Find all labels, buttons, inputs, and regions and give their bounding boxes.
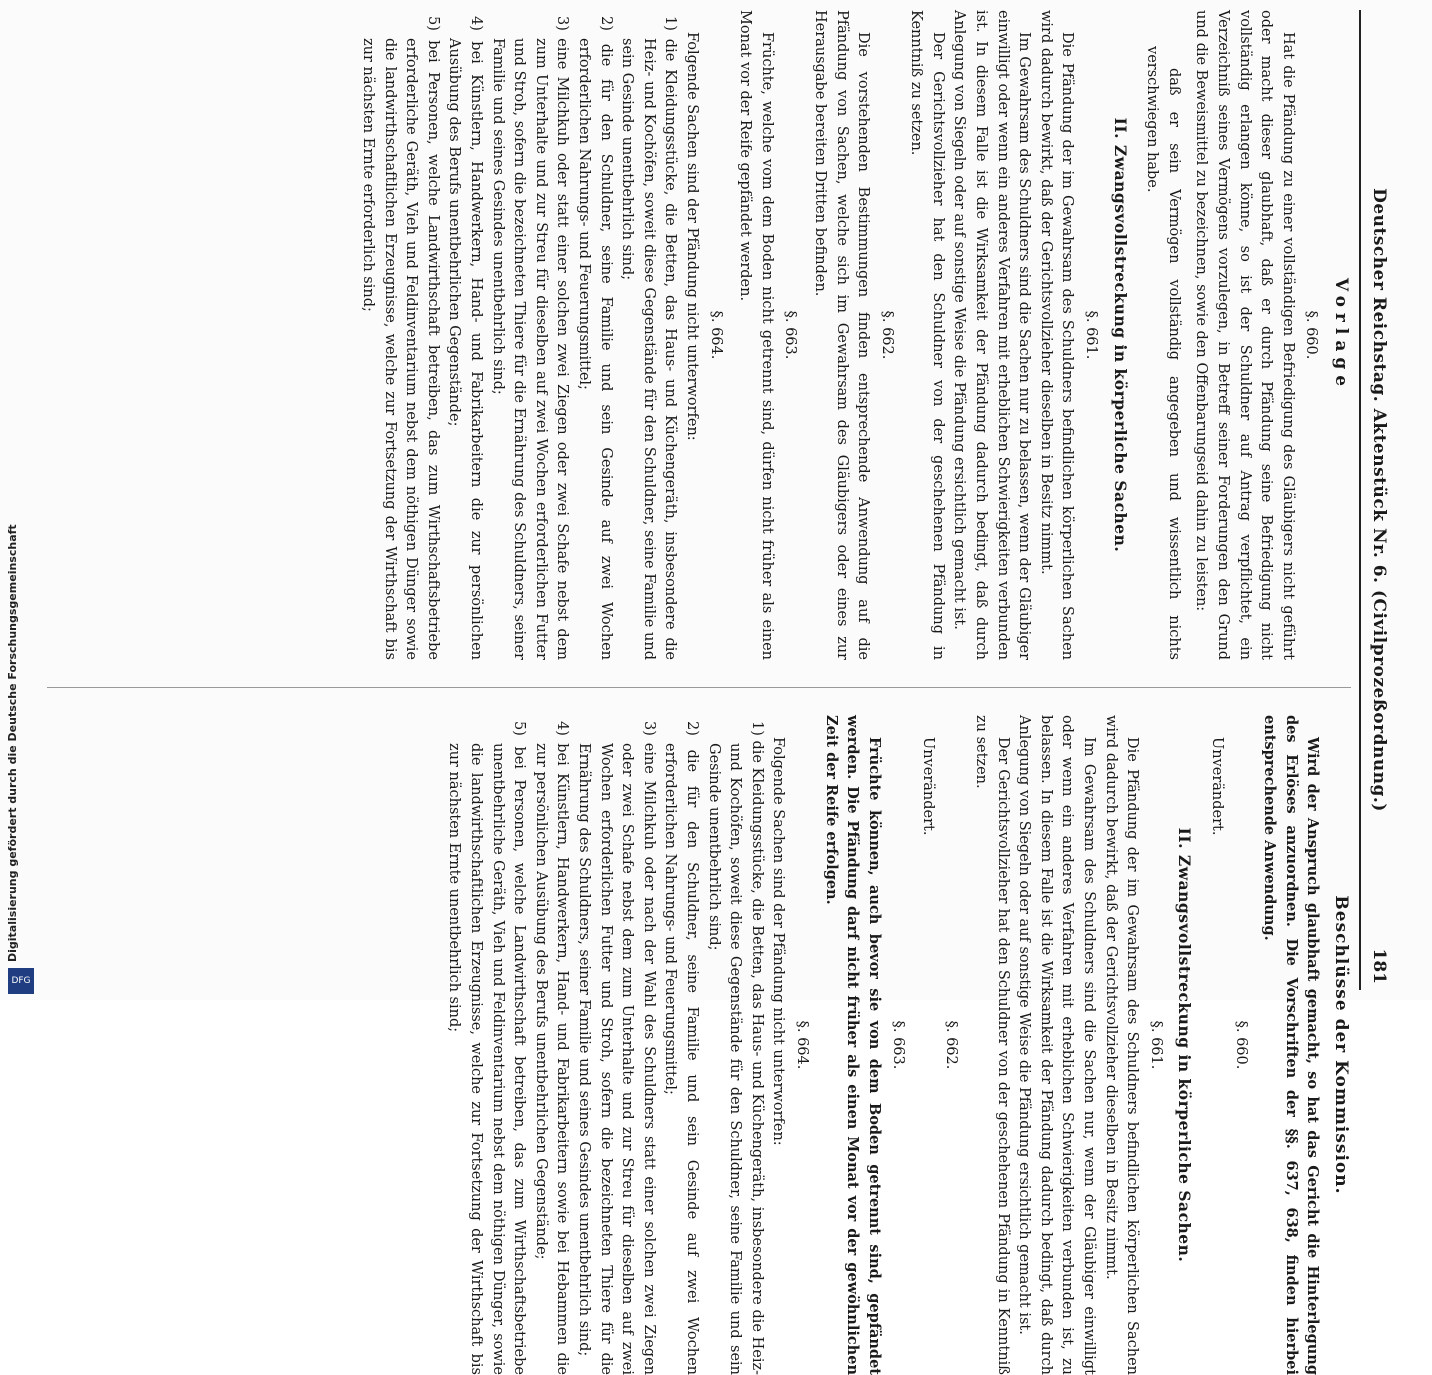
paragraph-number: §. 661. [1083,310,1100,360]
paragraph-text: Folgende Sachen sind der Pfändung nicht unterworfen: [770,737,787,1146]
paragraph-text: Früchte, welche vom dem Boden nicht getrennt sind, dürfen nicht früher als einen Monat vor der Reife gepfändet werden. [737,10,775,660]
paragraph-text: Im Gewahrsam des Schuldners sind die Sachen nur, wenn der Gläubiger einwilligt oder wenn ein anderes Verfahren mit erheblichen Schwierigkeiten verbunden ist, zu belassen. In diesem Falle ist die Wirksamkeit der Pfändung dadurch bedingt, daß durch Anlegung von Siegeln oder auf sonstige Weise die Pfändung ersichtlich gemacht ist. [1016,715,1098,1375]
paragraph-number: §. 660. [1232,1020,1249,1070]
unchanged-text: Unverändert. [1209,737,1226,836]
paragraph-number: §. 661. [1147,1020,1164,1070]
list-item: 1) die Kleidungsstücke, die Betten, das Haus- und Küchengeräth, insbesondere die Heiz- und Kochöfen, soweit diese Gegenstände für den Schuldner, seine Familie und sein Gesinde unentbehrlich sind; [619,16,679,660]
list-item: 2) die für den Schuldner, seine Familie und sein Gesinde auf zwei Wochen erforderlichen Nahrungs- und Feuerungsmittel; [662,721,700,1375]
paragraph-number: §. 660. [1303,310,1320,360]
funding-credit-text: Digitalisierung gefördert durch die Deutsche Forschungsgemeinschaft [6,524,19,962]
list-item: 2) die für den Schuldner, seine Familie und sein Gesinde auf zwei Wochen erforderlichen Nahrungs- und Feuerungsmittel; [576,16,614,660]
funding-credit [6,524,28,962]
column-title-beschluesse: Beschlüsse der Kommission. [1331,895,1351,1195]
paragraph-number: §. 663. [890,1020,907,1070]
oath-text: daß er sein Vermögen vollständig angegeben und wissentlich nichts verschwiegen habe. [1144,46,1182,660]
paragraph-number: §. 664. [707,310,724,360]
bold-intro-text: Wird der Anspruch glaubhaft gemacht, so hat das Gericht die Hinterlegung des Erlöses anzuordnen. Die Vorschriften der §§. 637, 638, finden hierbei entsprechende Anwendung. [1261,715,1322,1375]
paragraph-text: Folgende Sachen sind der Pfändung nicht unterworfen: [683,32,700,441]
section-heading: II. Zwangsvollstreckung in körperliche Sachen. [1175,827,1195,1263]
paragraph-text: Die Pfändung der im Gewahrsam des Schuldners befindlichen körperlichen Sachen wird dadurch bewirkt, daß der Gerichtsvollzieher dieselben in Besitz nimmt. [1037,10,1076,660]
column-title-vorlage: Vorlage [1331,277,1351,393]
list-item: 4) bei Künstlern, Handwerkern, Hand- und Fabrikarbeitern die zur persönlichen Ausübung des Berufs unentbehrlichen Gegenstände; [446,16,485,660]
paragraph-number: §. 662. [943,1020,960,1070]
column-vorlage [17,10,1351,660]
list-item: 3) eine Milchkuh oder nach der Wahl des Schuldners statt einer solchen zwei Ziegen oder zwei Schafe nebst dem zum Unterhalte und zur Streu für dieselben auf zwei Wochen erforderlichen Futter und Stroh, sofern die bezeichneten Thiere für die Ernährung des Schuldners, seiner Familie und seines Gesindes unentbehrlich sind; [576,721,657,1375]
paragraph-text: Der Gerichtsvollzieher hat den Schuldner von der geschehenen Pfändung in Kenntniß zu setzen. [973,715,1011,1375]
section-heading: II. Zwangsvollstreckung in körperliche Sachen. [1110,117,1130,553]
page-number: 181 [1369,948,1389,984]
paragraph-number: §. 664. [793,1020,810,1070]
paragraph-text: Hat die Pfändung zu einer vollständigen Befriedigung des Gläubigers nicht geführt oder macht dieser glaubhaft, daß er durch Pfändung seine Befriedigung nicht vollständig erlangen könne, so ist der Schuldner auf Antrag verpflichtet, ein Verzeichniß seines Vermögens vorzulegen, in Betreff seiner Forderungen den Grund und die Beweismittel zu bezeichnen, sowie den Offenbarungseid dahin zu leisten: [1193,10,1296,660]
paragraph-text: Der Gerichtsvollzieher hat den Schuldner von der geschehenen Pfändung in Kenntniß zu setzen. [908,10,946,660]
paragraph-text: Die vorstehenden Bestimmungen finden entsprechende Anwendung auf die Pfändung von Sachen, welche sich im Gewahrsam des Gläubigers oder eines zur Herausgabe bereiten Dritten befinden. [811,10,872,660]
paragraph-number: §. 662. [878,310,895,360]
running-header [1363,10,1389,990]
header-rule [1359,10,1361,990]
rotated-document [7,10,1395,1375]
paragraph-text: Die Pfändung der im Gewahrsam des Schuldners befindlichen körperlichen Sachen wird dadurch bewirkt, daß der Gerichtsvollzieher dieselben in Besitz nimmt. [1102,715,1141,1375]
column-divider [47,687,1351,688]
paragraph-text: Früchte können, auch bevor sie von dem Boden getrennt sind, gepfändet werden. Die Pfändung darf nicht früher als einen Monat vor der gewöhnlichen Zeit der Reife erfolgen. [822,715,883,1375]
column-beschluesse [17,715,1351,1375]
list-item: 3) eine Milchkuh oder statt einer solchen zwei Ziegen oder zwei Schafe nebst dem zum Unterhalte und zur Streu für dieselben auf zwei Wochen erforderlichen Futter und Stroh, sofern die bezeichneten Thiere für die Ernährung des Schuldners, seiner Familie und seines Gesindes unentbehrlich sind; [489,16,571,660]
dfg-logo-text: DFG [11,976,31,986]
list-item: 1) die Kleidungsstücke, die Betten, das Haus- und Küchengeräth, insbesondere die Heiz- und Kochöfen, soweit diese Gegenstände für den Schuldner, seine Familie und sein Gesinde unentbehrlich sind; [705,721,765,1375]
paragraph-text: Im Gewahrsam des Schuldners sind die Sachen nur zu belassen, wenn der Gläubiger einwilligt oder wenn ein anderes Verfahren mit erheblichen Schwierigkeiten verbunden ist. In diesem Falle ist die Wirksamkeit der Pfändung dadurch bedingt, daß durch Anlegung von Siegeln oder auf sonstige Weise die Pfändung ersichtlich gemacht ist. [951,10,1033,660]
list-item: 5) bei Personen, welche Landwirthschaft betreiben, das zum Wirthschaftsbetriebe unentbehrliche Geräth, Vieh und Feldinventarium nebst dem nöthigen Dünger, sowie die landwirthschaftlichen Erzeugnisse, welche zur Fortsetzung der Wirthschaft bis zur nächsten Ernte unentbehrlich sind; [446,721,528,1375]
list-item: 5) bei Personen, welche Landwirthschaft betreiben, das zum Wirthschaftsbetriebe erforderliche Geräth, Vieh und Feldinventarium nebst dem nöthigen Dünger sowie die landwirthschaftlichen Erzeugnisse, welche zur Fortsetzung der Wirthschaft bis zur nächsten Ernte erforderlich sind; [360,16,441,660]
unchanged-text: Unverändert. [919,737,936,836]
dfg-logo-icon [8,968,34,994]
paragraph-number: §. 663. [782,310,799,360]
list-item: 4) bei Künstlern, Handwerkern, Hand- und Fabrikarbeitern sowie bei Hebammen die zur persönlichen Ausübung des Berufs unentbehrlichen Gegenstände; [532,721,571,1375]
running-head: Deutscher Reichstag. Aktenstück Nr. 6. (Civilprozeßordnung.) [1369,188,1389,812]
